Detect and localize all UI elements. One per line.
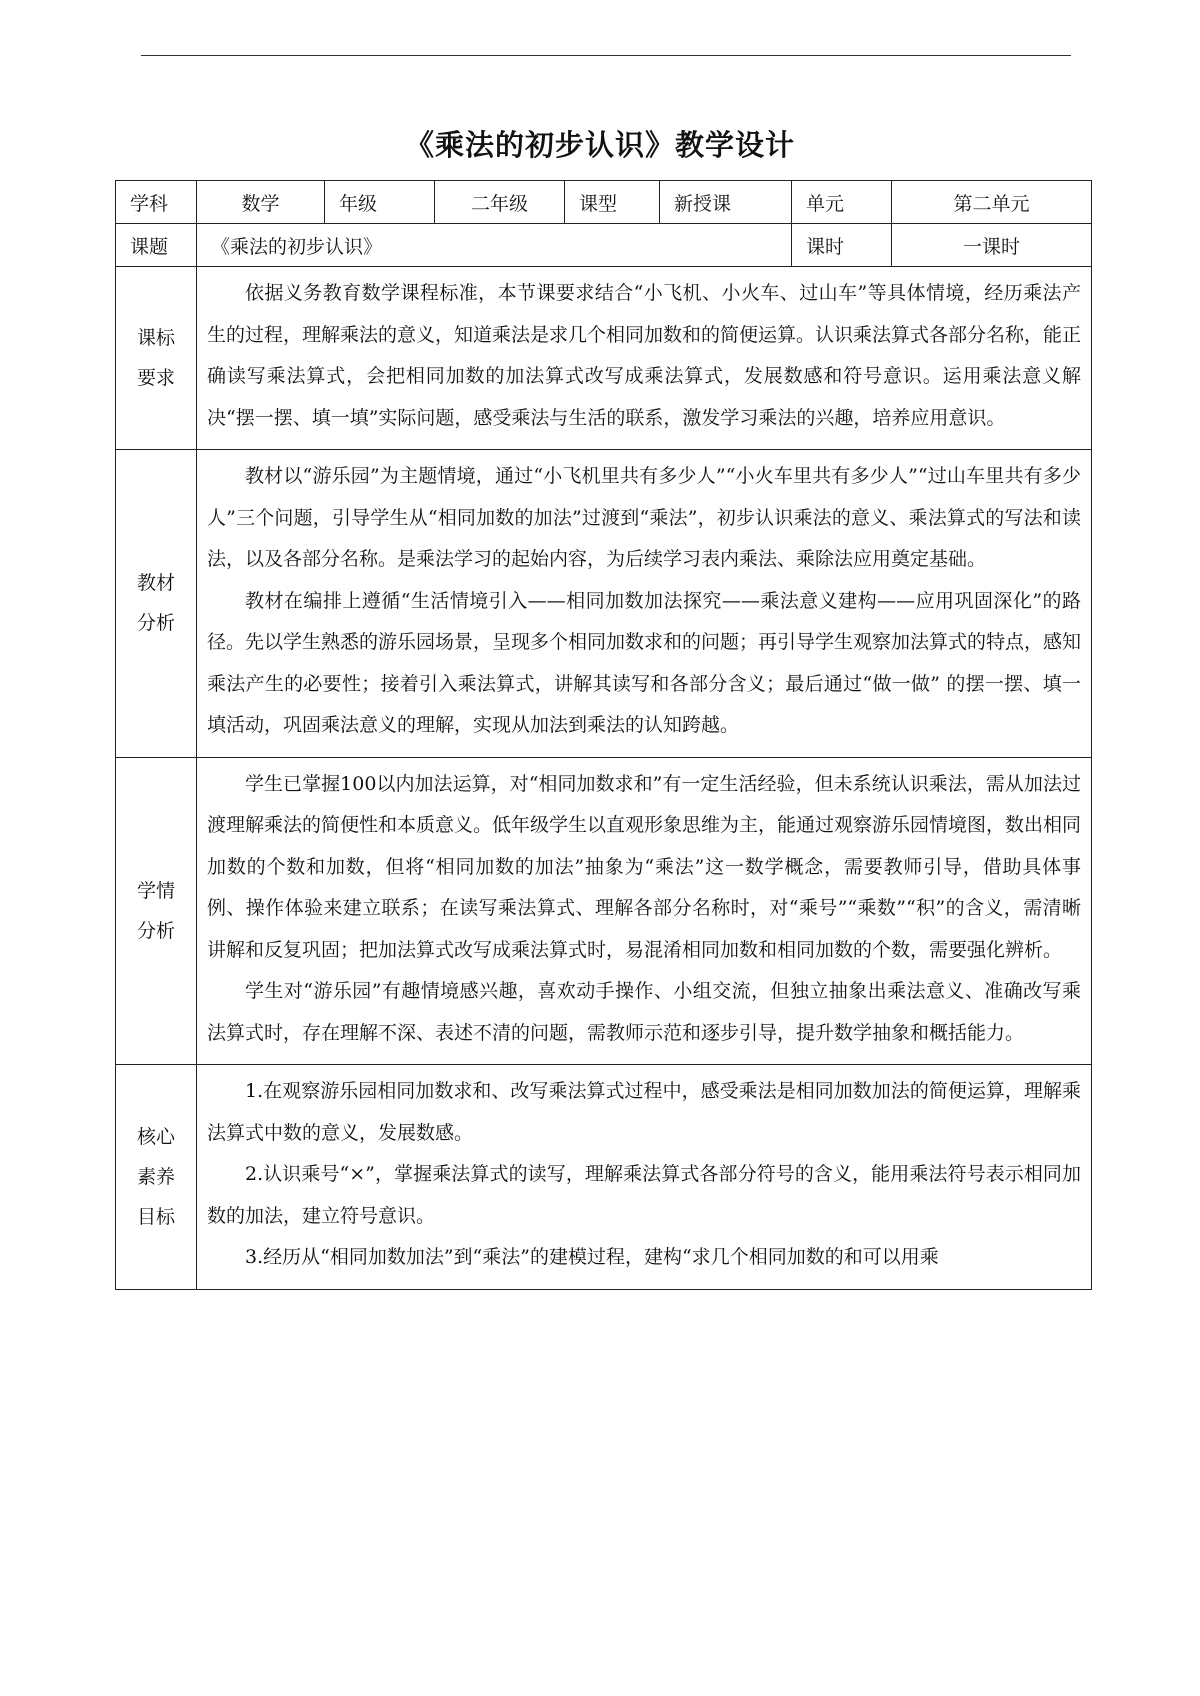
section-content [197, 1065, 1092, 1290]
topic-label: 课题 [116, 224, 197, 267]
section-label: 课标 要求 [116, 267, 197, 450]
subject-label: 学科 [116, 181, 197, 224]
section-row-goals [116, 1065, 1092, 1290]
unit-label: 单元 [792, 181, 892, 224]
section-content [197, 757, 1092, 1065]
paragraph: 2.认识乘号“×”，掌握乘法算式的读写，理解乘法算式各部分符号的含义，能用乘法符号表示相同加数的加法，建立符号意识。 [207, 1163, 1081, 1227]
topic-row [116, 224, 1092, 267]
type-value: 新授课 [660, 181, 792, 224]
paragraph: 教材在编排上遵循“生活情境引入——相同加数加法探究——乘法意义建构——应用巩固深化”的路径。先以学生熟悉的游乐园场景，呈现多个相同加数求和的问题；再引导学生观察加法算式的特点，感知乘法产生的必要性；接着引入乘法算式，讲解其读写和各部分含义；最后通过“做一做” 的摆一摆、填一填活动，巩固乘法意义的理解，实现从加法到乘法的认知跨越。 [207, 589, 1082, 736]
section-label: 学情 分析 [116, 757, 197, 1065]
type-label: 课型 [565, 181, 660, 224]
section-row-students [116, 757, 1092, 1065]
section-row-curriculum [116, 267, 1092, 450]
section-label: 教材 分析 [116, 450, 197, 758]
lesson-design-table [115, 180, 1092, 1290]
period-value: 一课时 [892, 224, 1092, 267]
section-content [197, 450, 1092, 758]
paragraph: 1.在观察游乐园相同加数求和、改写乘法算式过程中，感受乘法是相同加数加法的简便运算，理解乘法算式中数的意义，发展数感。 [207, 1080, 1081, 1144]
header-row [116, 181, 1092, 224]
section-content [197, 267, 1092, 450]
topic-value: 《乘法的初步认识》 [197, 224, 792, 267]
grade-label: 年级 [325, 181, 435, 224]
header-rule [141, 55, 1071, 56]
paragraph: 3.经历从“相同加数加法”到“乘法”的建模过程，建构“求几个相同加数的和可以用乘 [245, 1246, 939, 1268]
section-label: 核心 素养 目标 [116, 1065, 197, 1290]
section-row-textbook [116, 450, 1092, 758]
paragraph: 依据义务教育数学课程标准，本节课要求结合“小飞机、小火车、过山车”等具体情境，经历乘法产生的过程，理解乘法的意义，知道乘法是求几个相同加数和的简便运算。认识乘法算式各部分名称，能正确读写乘法算式，会把相同加数的加法算式改写成乘法算式，发展数感和符号意识。运用乘法意义解决“摆一摆、填一填”实际问题，感受乘法与生活的联系，激发学习乘法的兴趣，培养应用意识。 [207, 282, 1082, 429]
paragraph: 学生对“游乐园”有趣情境感兴趣，喜欢动手操作、小组交流，但独立抽象出乘法意义、准确改写乘法算式时，存在理解不深、表述不清的问题，需教师示范和逐步引导，提升数学抽象和概括能力。 [207, 980, 1081, 1044]
period-label: 课时 [792, 224, 892, 267]
document-title: 《乘法的初步认识》教学设计 [404, 128, 795, 162]
grade-value: 二年级 [435, 181, 565, 224]
paragraph: 教材以“游乐园”为主题情境，通过“小飞机里共有多少人”“小火车里共有多少人”“过山车里共有多少人”三个问题，引导学生从“相同加数的加法”过渡到“乘法”，初步认识乘法的意义、乘法算式的写法和读法，以及各部分名称。是乘法学习的起始内容，为后续学习表内乘法、乘除法应用奠定基础。 [207, 465, 1081, 570]
paragraph: 学生已掌握100以内加法运算，对“相同加数求和”有一定生活经验，但未系统认识乘法，需从加法过渡理解乘法的简便性和本质意义。低年级学生以直观形象思维为主，能通过观察游乐园情境图，数出相同加数的个数和加数，但将“相同加数的加法”抽象为“乘法”这一数学概念，需要教师引导，借助具体事例、操作体验来建立联系；在读写乘法算式、理解各部分名称时，对“乘号”“乘数”“积”的含义，需清晰讲解和反复巩固；把加法算式改写成乘法算式时，易混淆相同加数和相同加数的个数，需要强化辨析。 [207, 772, 1082, 961]
unit-value: 第二单元 [892, 181, 1092, 224]
subject-value: 数学 [197, 181, 325, 224]
